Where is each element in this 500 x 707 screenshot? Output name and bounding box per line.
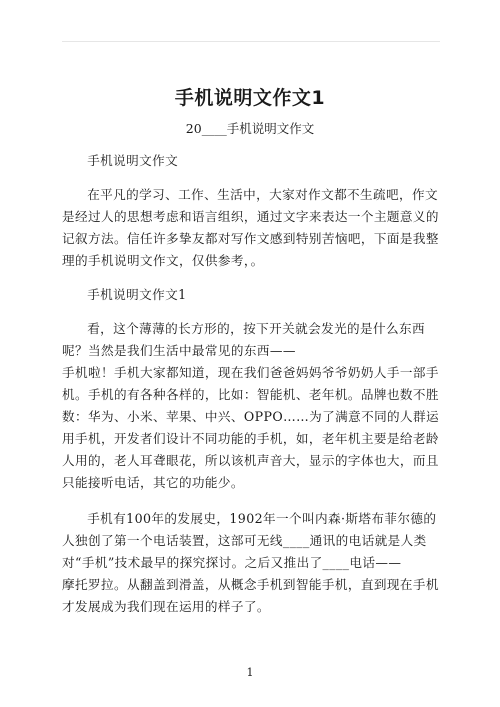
paragraph-2-body: 摩托罗拉。从翻盖到滑盖，从概念手机到智能手机，直到现在手机才发展成为我们现在运用的样子了。	[62, 577, 439, 614]
section-heading: 手机说明文作文1	[87, 287, 187, 302]
paragraph-1-body: 手机啦！手机大家都知道，现在我们爸爸妈妈爷爷奶奶人手一部手机。手机的有各种各样的，比如：智能机、老年机。品牌也数不胜数：华为、小米、苹果、中兴、OPPO……为了满意不同的人群运用手机，开发者们设计不同功能的手机，如，老年机主要是给老龄人用的，老人耳聋眼花，所以该机声音大，显示的字体也大，而且只能接听电话，其它的功能少。	[62, 365, 440, 490]
intro-paragraph: 在平凡的学习、工作、生活中，大家对作文都不生疏吧，作文是经过人的思想考虑和语言组织，通过文字来表达一个主题意义的记叙方法。信任许多挚友都对写作文感到特别苦恼吧，下面是我整理的手机说明文作文，仅供参考，。	[62, 187, 439, 268]
document-title: 手机说明文作文1	[174, 87, 326, 109]
paragraph-1-lead: 看，这个薄薄的长方形的，按下开关就会发光的是什么东西呢？当然是我们生活中最常见的东西——	[62, 321, 426, 358]
document-body	[62, 150, 440, 618]
page-number: 1	[246, 666, 254, 679]
document-subtitle: 20____手机说明文作文	[185, 121, 315, 136]
section-heading: 手机说明文作文	[87, 153, 179, 168]
paragraph-2-lead: 手机有100年的发展史，1902年一个叫内森·斯塔布菲尔德的人独创了第一个电话装置，这部可无线____通讯的电话就是人类对“手机”技术最早的探究探讨。之后又推出了____电话——	[62, 511, 437, 570]
header-rule	[62, 41, 440, 42]
